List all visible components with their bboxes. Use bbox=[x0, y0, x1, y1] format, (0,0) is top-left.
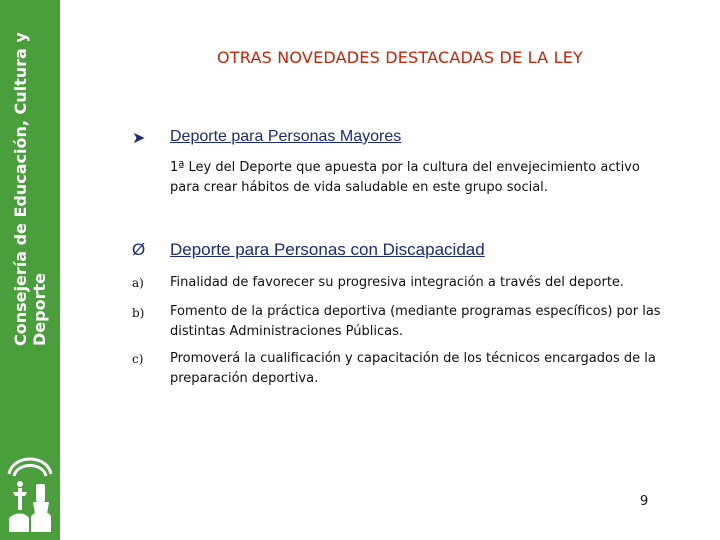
page-title: OTRAS NOVEDADES DESTACADAS DE LA LEY bbox=[217, 48, 583, 67]
arrow-bullet-icon: Ø bbox=[132, 240, 146, 259]
section-paragraph: 1ª Ley del Deporte que apuesta por la cultura del envejecimiento activo para crear hábitos de vida saludable en este grupo social. bbox=[170, 160, 640, 195]
arrow-bullet-icon: ➤ bbox=[132, 130, 146, 147]
andalucia-emblem-icon bbox=[3, 444, 57, 538]
list-item-label: c) bbox=[132, 352, 144, 366]
section-heading-text: Deporte para Personas Mayores bbox=[170, 128, 402, 145]
section-heading-text: Deporte para Personas con Discapacidad bbox=[170, 240, 485, 259]
list-item: Fomento de la práctica deportiva (mediante programas específicos) por las distintas Administraciones Públicas. bbox=[170, 304, 661, 339]
sidebar bbox=[0, 0, 60, 540]
list-item: Promoverá la cualificación y capacitación de los técnicos encargados de la preparación deportiva. bbox=[170, 351, 656, 386]
sidebar-title-line1: Consejería de Educación, Cultura y bbox=[11, 32, 30, 346]
list-item: Finalidad de favorecer su progresiva integración a través del deporte. bbox=[170, 275, 625, 290]
page-number: 9 bbox=[640, 494, 649, 509]
list-item-label: a) bbox=[132, 276, 144, 290]
sidebar-title-line2: Deporte bbox=[30, 273, 49, 346]
list-item-label: b) bbox=[132, 306, 145, 320]
sidebar-title bbox=[0, 0, 60, 350]
